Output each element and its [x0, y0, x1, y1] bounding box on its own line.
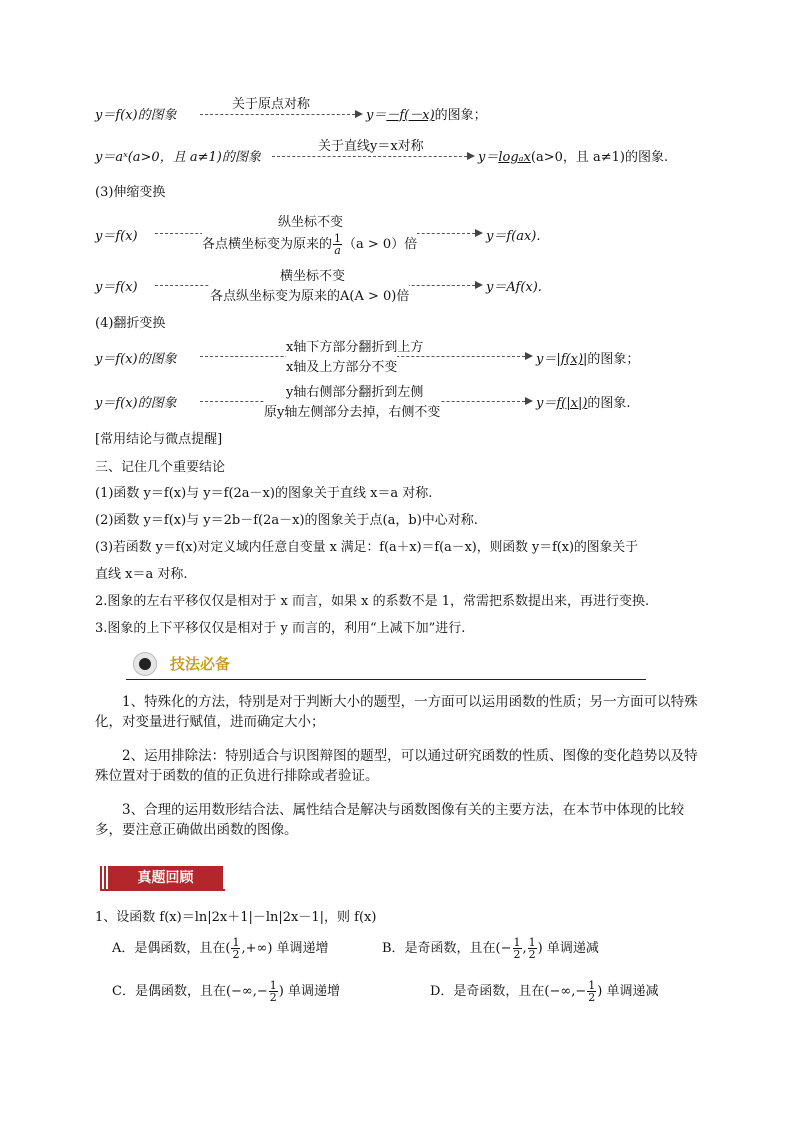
conclusions-tag: [常用结论与微点提醒] [95, 432, 223, 447]
stretch-row1-left: y＝f(x) [95, 229, 138, 244]
banner-tick-2 [104, 866, 106, 890]
conclusion-1: (1)函数 y＝f(x)与 y＝f(2a－x)的图象关于直线 x＝a 对称. [95, 486, 433, 501]
skills-rule [126, 679, 646, 680]
stretch-row2-left: y＝f(x) [95, 280, 138, 295]
stretch-row1-arrowhead [475, 229, 483, 237]
banner-tick-1 [100, 866, 102, 890]
conclusion-2: (2)函数 y＝f(x)与 y＝2b－f(2a－x)的图象关于点(a，b)中心对称. [95, 513, 478, 528]
option-a: A．是偶函数，且在( $\frac{1}{2}$ ,+∞) 单调递增 [112, 936, 329, 961]
conclusion-3b: 直线 x＝a 对称. [95, 567, 188, 582]
sym-row1-arrowhead [355, 110, 363, 118]
fold-row1-bottom: x轴及上方部分不变 [286, 356, 397, 375]
skills-paragraph-3: 3、合理的运用数形结合法、属性结合是解决与函数图像有关的主要方法，在本节中体现的比较多，要注意正确做出函数的图像。 [95, 802, 685, 838]
stretch-heading: (3)伸缩变换 [95, 185, 166, 200]
stretch-row1-top: 纵坐标不变 [278, 215, 344, 230]
skills-paragraph-2: 2、运用排除法：特别适合与识图辩图的题型，可以通过研究函数的性质、图像的变化趋势以及特殊位置对于函数的值的正负进行排除或者验证。 [95, 748, 698, 784]
fold-row2-left: y＝f(x)的图象 [95, 396, 177, 411]
fold-row1-right: y＝|f(x)|的图象； [536, 352, 640, 367]
fold-heading: (4)翻折变换 [95, 316, 166, 331]
option-c: C．是偶函数，且在(−∞,− $\frac{1}{2}$ ) 单调递增 [112, 979, 340, 1004]
question-1: 1、设函数 f(x)＝ln|2x＋1|－ln|2x－1|，则 f(x) [95, 910, 377, 925]
option-d: D．是奇函数，且在(−∞,− $\frac{1}{2}$ ) 单调递减 [430, 979, 659, 1004]
stretch-row2-arrowhead [475, 281, 483, 289]
stretch-row2-top: 横坐标不变 [280, 269, 346, 284]
sym-row1-label: 关于原点对称 [232, 97, 311, 112]
skills-paragraph-1: 1、特殊化的方法，特别是对于判断大小的题型，一方面可以运用函数的性质；另一方面可以特殊化，对变量进行赋值，进而确定大小； [95, 694, 698, 730]
sym-row2-arrow [272, 156, 467, 157]
fold-row2-top: y轴右侧部分翻折到左侧 [286, 385, 424, 400]
stretch-row1-bottom: 各点横坐标变为原来的 $\frac{1}{a}$ （a > 0）倍 [202, 232, 418, 257]
sym-row2-right: y＝logₐx(a>0，且 a≠1)的图象. [478, 150, 669, 165]
fold-row1-left: y＝f(x)的图象 [95, 352, 177, 367]
sym-row1-right: y＝－f(－x)的图象； [366, 108, 487, 123]
fold-row2-right: y＝f(|x|)的图象. [536, 396, 631, 411]
skills-title: 技法必备 [170, 655, 231, 673]
note-3: 3.图象的上下平移仅仅是相对于 y 而言的，利用“上减下加”进行. [95, 621, 466, 636]
review-banner: 真题回顾 [108, 866, 223, 890]
sym-row2-left: y＝aˣ(a>0，且 a≠1)的图象 [95, 150, 261, 165]
sym-row2-label: 关于直线y＝x对称 [318, 139, 424, 154]
fold-row2-arrowhead [525, 397, 533, 405]
fold-row2-bottom: 原y轴左侧部分去掉，右侧不变 [264, 401, 440, 420]
conclusion-3a: (3)若函数 y＝f(x)对定义域内任意自变量 x 满足：f(a＋x)＝f(a－x)，则函数 y＝f(x)的图象关于 [95, 540, 638, 555]
review-banner-underline [100, 889, 225, 891]
sym-row1-left: y＝f(x)的图象 [95, 108, 177, 123]
sym-row1-arrow [200, 114, 355, 115]
sym-row2-arrowhead [467, 152, 475, 160]
stretch-row1-right: y＝f(ax). [486, 229, 541, 244]
fraction: $\frac{1}{a}$ [334, 232, 342, 257]
skills-badge-icon [133, 652, 157, 676]
option-b: B．是奇函数，且在(− $\frac{1}{2}$ , $\frac{1}{2}$ ) 单调递减 [382, 936, 599, 961]
note-2: 2.图象的左右平移仅仅是相对于 x 而言，如果 x 的系数不是 1，常需把系数提出来，再进行变换. [95, 594, 650, 609]
fold-row1-top: x轴下方部分翻折到上方 [286, 340, 424, 355]
fold-row1-arrowhead [525, 352, 533, 360]
conclusions-title: 三、记住几个重要结论 [95, 460, 226, 475]
stretch-row2-bottom: 各点纵坐标变为原来的A(A > 0)倍 [210, 285, 409, 304]
stretch-row2-right: y＝Af(x). [486, 280, 542, 295]
